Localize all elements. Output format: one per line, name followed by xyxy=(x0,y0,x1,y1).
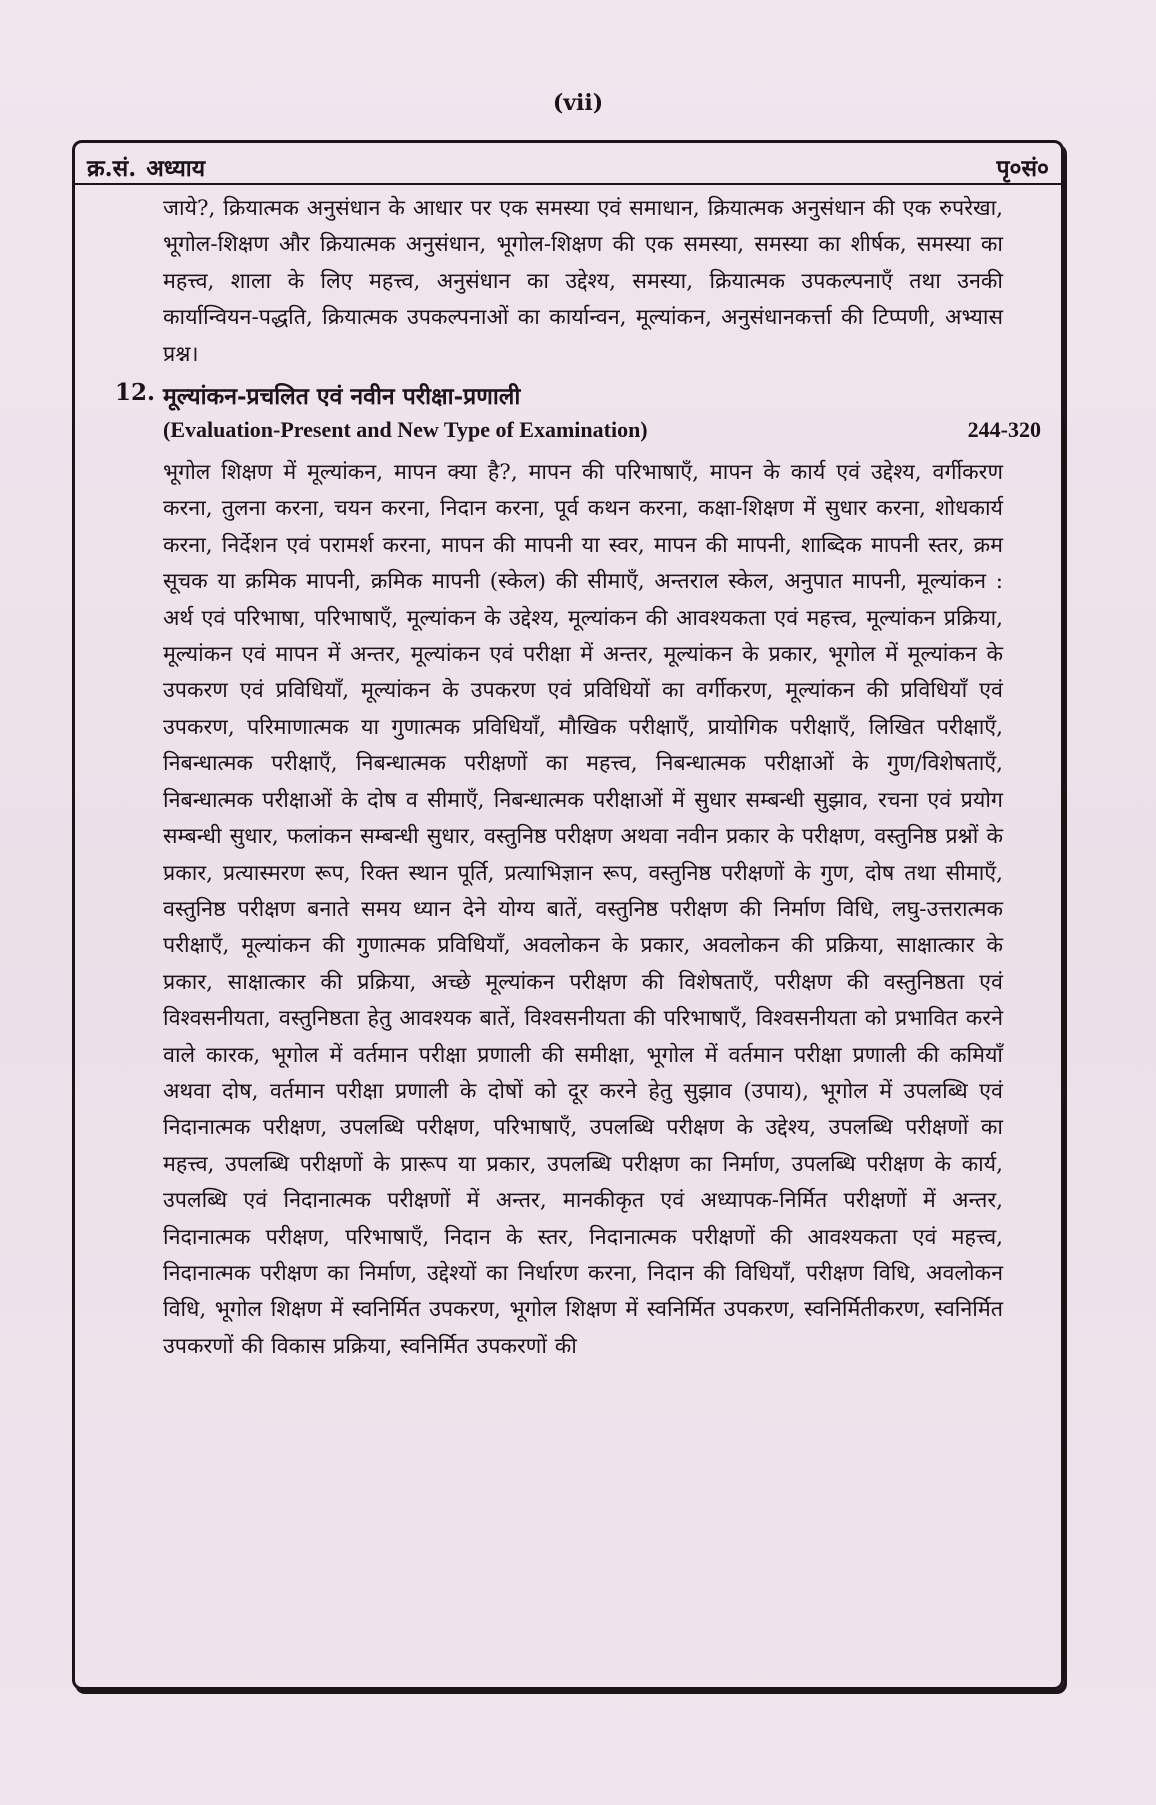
chapter-title-hindi: मूल्यांकन-प्रचलित एवं नवीन परीक्षा-प्रणाली xyxy=(163,383,521,411)
header-left xyxy=(87,151,205,183)
chapter-column-label: अध्याय xyxy=(146,155,206,182)
page-number: (vii) xyxy=(552,90,604,116)
serial-column-label: क्र.सं. xyxy=(87,155,137,182)
page-column-label: पृ०सं० xyxy=(996,155,1049,182)
chapter-title-english: (Evaluation-Present and New Type of Examination) xyxy=(163,417,648,443)
chapter-entry xyxy=(75,377,1061,455)
chapter-number: 12. xyxy=(115,379,156,407)
table-header xyxy=(75,143,1061,185)
contents-body xyxy=(75,191,1061,1365)
previous-chapter-continuation: जाये?, क्रियात्मक अनुसंधान के आधार पर एक समस्या एवं समाधान, क्रियात्मक अनुसंधान की एक रुपरेखा, भूगोल-शिक्षण और क्रियात्मक अनुसंधान, भूगोल-शिक्षण की एक समस्या, समस्या का शीर्षक, समस्या का महत्त्व, शाला के लिए महत्त्व, अनुसंधान का उद्देश्य, समस्या, क्रियात्मक उपकल्पनाएँ तथा उनकी कार्यान्वियन-पद्धति, क्रियात्मक उपकल्पनाओं का कार्यान्वन, मूल्यांकन, अनुसंधानकर्त्ता की टिप्पणी, अभ्यास प्रश्न। xyxy=(163,196,1003,367)
contents-frame xyxy=(72,140,1064,1690)
chapter-contents-text: भूगोल शिक्षण में मूल्यांकन, मापन क्या है?, मापन की परिभाषाएँ, मापन के कार्य एवं उद्देश्य, वर्गीकरण करना, तुलना करना, चयन करना, निदान करना, पूर्व कथन करना, कक्षा-शिक्षण में सुधार करना, शोधकार्य करना, निर्देशन एवं परामर्श करना, मापन की मापनी या स्वर, मापन की मापनी, शाब्दिक मापनी स्तर, क्रम सूचक या क्रमिक मापनी, क्रमिक मापनी (स्केल) की सीमाएँ, अन्तराल स्केल, अनुपात मापनी, मूल्यांकन : अर्थ एवं परिभाषा, परिभाषाएँ, मूल्यांकन के उद्देश्य, मूल्यांकन की आवश्यकता एवं महत्त्व, मूल्यांकन प्रक्रिया, मूल्यांकन एवं मापन में अन्तर, मूल्यांकन एवं परीक्षा में अन्तर, मूल्यांकन के प्रकार, भूगोल में मूल्यांकन के उपकरण एवं प्रविधियाँ, मूल्यांकन के उपकरण एवं प्रविधियों का वर्गीकरण, मूल्यांकन की प्रविधियाँ एवं उपकरण, परिमाणात्मक या गुणात्मक प्रविधियाँ, मौखिक परीक्षाएँ, प्रायोगिक परीक्षाएँ, लिखित परीक्षाएँ, निबन्धात्मक परीक्षाएँ, निबन्धात्मक परीक्षणों का महत्त्व, निबन्धात्मक परीक्षाओं के गुण/विशेषताएँ, निबन्धात्मक परीक्षाओं के दोष व सीमाएँ, निबन्धात्मक परीक्षाओं में सुधार सम्बन्धी सुझाव, रचना एवं प्रयोग सम्बन्धी सुधार, फलांकन सम्बन्धी सुधार, वस्तुनिष्ठ परीक्षण अथवा नवीन प्रकार के परीक्षण, वस्तुनिष्ठ प्रश्नों के प्रकार, प्रत्यास्मरण रूप, रिक्त स्थान पूर्ति, प्रत्याभिज्ञान रूप, वस्तुनिष्ठ परीक्षणों के गुण, दोष तथा सीमाएँ, वस्तुनिष्ठ परीक्षण बनाते समय ध्यान देने योग्य बातें, वस्तुनिष्ठ परीक्षण की निर्माण विधि, लघु-उत्तरात्मक परीक्षाएँ, मूल्यांकन की गुणात्मक प्रविधियाँ, अवलोकन के प्रकार, अवलोकन की प्रक्रिया, साक्षात्कार के प्रकार, साक्षात्कार की प्रक्रिया, अच्छे मूल्यांकन परीक्षण की विशेषताएँ, परीक्षण की वस्तुनिष्ठता एवं विश्वसनीयता, वस्तुनिष्ठता हेतु आवश्यक बातें, विश्वसनीयता की परिभाषाएँ, विश्वसनीयता को प्रभावित करने वाले कारक, भूगोल में वर्तमान परीक्षा प्रणाली की समीक्षा, भूगोल में वर्तमान परीक्षा प्रणाली की कमियाँ अथवा दोष, वर्तमान परीक्षा प्रणाली के दोषों को दूर करने हेतु सुझाव (उपाय), भूगोल में उपलब्धि एवं निदानात्मक परीक्षण, उपलब्धि परीक्षण, परिभाषाएँ, उपलब्धि परीक्षण के उद्देश्य, उपलब्धि परीक्षणों का महत्त्व, उपलब्धि परीक्षणों के प्रारूप या प्रकार, उपलब्धि परीक्षण का निर्माण, उपलब्धि परीक्षण के कार्य, उपलब्धि एवं निदानात्मक परीक्षणों में अन्तर, मानकीकृत एवं अध्यापक-निर्मित परीक्षणों में अन्तर, निदानात्मक परीक्षण, परिभाषाएँ, निदान के स्तर, निदानात्मक परीक्षणों की आवश्यकता एवं महत्त्व, निदानात्मक परीक्षण का निर्माण, उद्देश्यों का निर्धारण करना, निदान की विधियाँ, परीक्षण विधि, अवलोकन विधि, भूगोल शिक्षण में स्वनिर्मित उपकरण, भूगोल शिक्षण में स्वनिर्मित उपकरण, स्वनिर्मितीकरण, स्वनिर्मित उपकरणों की विकास प्रक्रिया, स्वनिर्मित उपकरणों की xyxy=(163,460,1003,1359)
chapter-page-range: 244-320 xyxy=(967,417,1041,443)
